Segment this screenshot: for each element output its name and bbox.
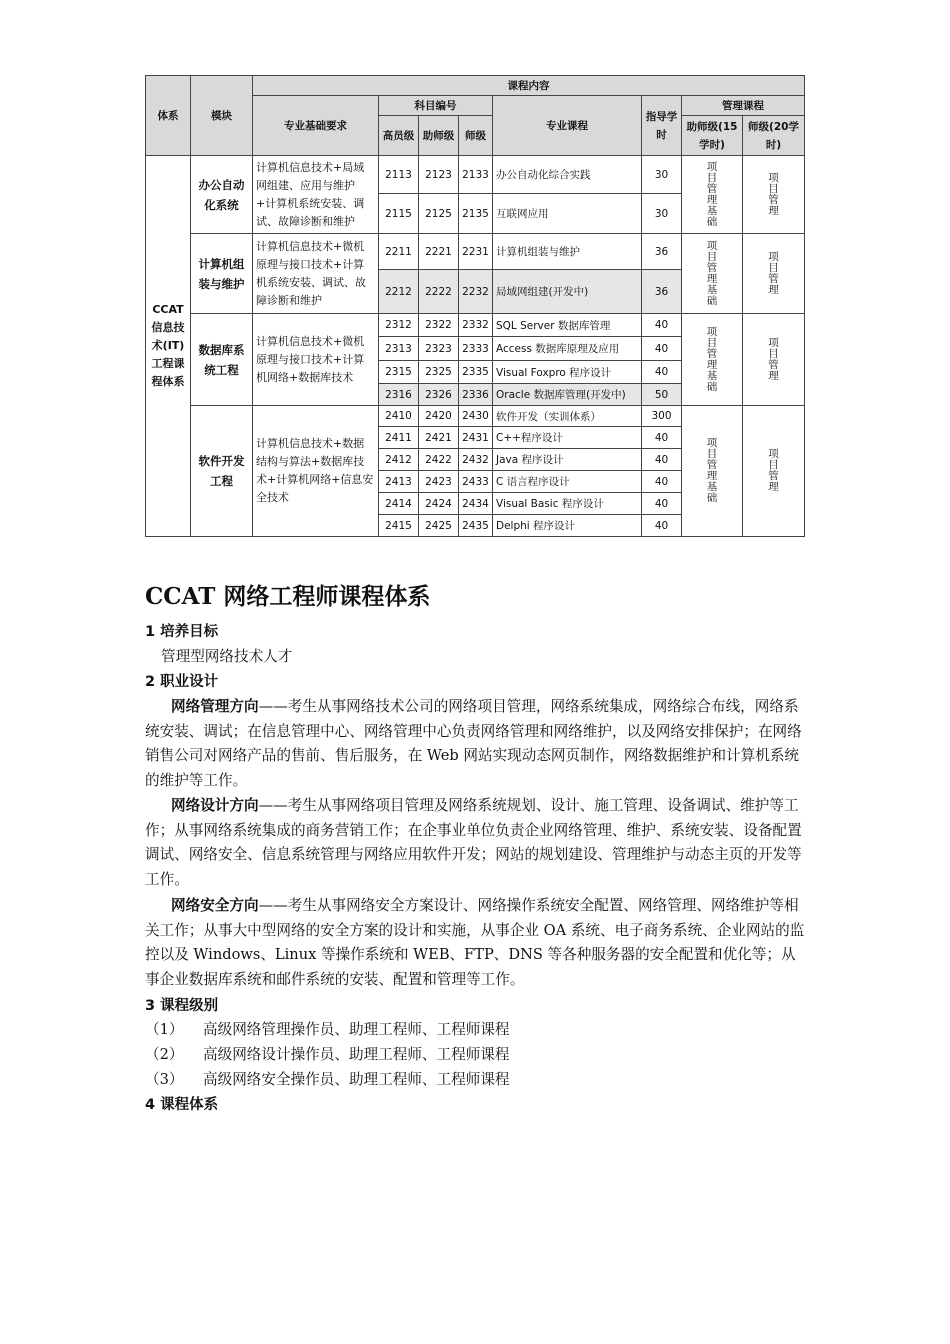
mgmt-assistant-course: 项目管理基础 bbox=[682, 156, 743, 234]
code-senior: 2415 bbox=[379, 515, 419, 537]
code-assistant: 2222 bbox=[419, 270, 459, 314]
code-senior: 2115 bbox=[379, 194, 419, 234]
code-engineer: 2432 bbox=[459, 449, 493, 471]
code-senior: 2414 bbox=[379, 493, 419, 515]
list-item: （1） 高级网络管理操作员、助理工程师、工程师课程 bbox=[145, 1021, 510, 1038]
code-engineer: 2431 bbox=[459, 427, 493, 449]
code-senior: 2315 bbox=[379, 361, 419, 384]
direction-text: ——考生从事网络项目管理及网络系统规划、设计、施工管理、设备调试、维护等工作；从事网络系统集成的商务营销工作；在企事业单位负责企业网络管理、维护、系统安装、设备配置调试、网络安全、信息系统管理与网络应用软件开发；网站的规划建设、管理维护与动态主页的开发等工作。 bbox=[145, 797, 802, 888]
header-module: 模块 bbox=[191, 76, 253, 156]
header-mgmt: 管理课程 bbox=[682, 96, 805, 116]
code-assistant: 2323 bbox=[419, 337, 459, 361]
header-assistant: 助师级 bbox=[419, 116, 459, 156]
course-hours: 30 bbox=[642, 156, 682, 194]
section-heading: 2 职业设计 bbox=[145, 674, 219, 690]
module-requirement: 计算机信息技术+微机原理与接口技术+计算机网络+数据库技术 bbox=[253, 314, 379, 406]
course-hours: 36 bbox=[642, 234, 682, 270]
header-senior: 高员级 bbox=[379, 116, 419, 156]
mgmt-engineer-course: 项目管理 bbox=[743, 406, 805, 537]
header-content: 课程内容 bbox=[253, 76, 805, 96]
module-requirement: 计算机信息技术+数据结构与算法+数据库技术+计算机网络+信息安全技术 bbox=[253, 406, 379, 537]
course-name: 办公自动化综合实践 bbox=[493, 156, 642, 194]
code-senior: 2212 bbox=[379, 270, 419, 314]
course-name: Visual Foxpro 程序设计 bbox=[493, 361, 642, 384]
code-senior: 2211 bbox=[379, 234, 419, 270]
header-base-req: 专业基础要求 bbox=[253, 96, 379, 156]
direction-management bbox=[145, 695, 807, 793]
direction-title: 网络安全方向 bbox=[171, 897, 259, 914]
code-engineer: 2433 bbox=[459, 471, 493, 493]
code-assistant: 2325 bbox=[419, 361, 459, 384]
code-assistant: 2322 bbox=[419, 314, 459, 337]
course-hours: 40 bbox=[642, 314, 682, 337]
header-mgmt-engineer: 师级(20学时) bbox=[743, 116, 805, 156]
mgmt-assistant-course: 项目管理基础 bbox=[682, 234, 743, 314]
mgmt-assistant-course: 项目管理基础 bbox=[682, 406, 743, 537]
document-title: CCAT 网络工程师课程体系 bbox=[145, 583, 431, 610]
course-hours: 40 bbox=[642, 361, 682, 384]
code-assistant: 2421 bbox=[419, 427, 459, 449]
code-senior: 2113 bbox=[379, 156, 419, 194]
direction-design bbox=[145, 794, 807, 892]
module-name: 软件开发工程 bbox=[191, 406, 253, 537]
course-hours: 40 bbox=[642, 449, 682, 471]
system-name: CCAT信息技术(IT)工程课程体系 bbox=[146, 156, 191, 537]
section-heading: 4 课程体系 bbox=[145, 1097, 219, 1113]
header-subject-code: 科目编号 bbox=[379, 96, 493, 116]
course-hours: 36 bbox=[642, 270, 682, 314]
course-name: 局域网组建(开发中) bbox=[493, 270, 642, 314]
course-hours: 30 bbox=[642, 194, 682, 234]
mgmt-engineer-course: 项目管理 bbox=[743, 234, 805, 314]
mgmt-assistant-course: 项目管理基础 bbox=[682, 314, 743, 406]
direction-text: ——考生从事网络安全方案设计、网络操作系统安全配置、网络管理、网络维护等相关工作；从事大中型网络的安全方案的设计和实施，从事企业 OA 系统、电子商务系统、企业网站的监控以及 Windows、Linux 等操作系统和 WEB、FTP、DNS 等各种服务器的安全配置和优化等；从事企业数据库系统和邮件系统的安装、配置和管理等工作。 bbox=[145, 897, 805, 988]
code-assistant: 2123 bbox=[419, 156, 459, 194]
header-engineer: 师级 bbox=[459, 116, 493, 156]
direction-text: ——考生从事网络技术公司的网络项目管理，网络系统集成，网络综合布线，网络系统安装、调试；在信息管理中心、网络管理中心负责网络管理和网络维护，以及网络安排保护；在网络销售公司对网络产品的售前、售后服务，在 Web 网站实现动态网页制作，网络数据维护和计算机系统的维护等工作。 bbox=[145, 698, 802, 789]
direction-title: 网络管理方向 bbox=[171, 698, 259, 715]
course-hours: 40 bbox=[642, 493, 682, 515]
course-name: Java 程序设计 bbox=[493, 449, 642, 471]
direction-title: 网络设计方向 bbox=[171, 797, 259, 814]
code-engineer: 2430 bbox=[459, 406, 493, 427]
code-assistant: 2420 bbox=[419, 406, 459, 427]
code-engineer: 2332 bbox=[459, 314, 493, 337]
course-hours: 50 bbox=[642, 384, 682, 406]
mgmt-engineer-course: 项目管理 bbox=[743, 156, 805, 234]
header-mgmt-assistant: 助师级(15学时) bbox=[682, 116, 743, 156]
code-engineer: 2435 bbox=[459, 515, 493, 537]
course-hours: 40 bbox=[642, 427, 682, 449]
code-senior: 2412 bbox=[379, 449, 419, 471]
code-assistant: 2326 bbox=[419, 384, 459, 406]
module-requirement: 计算机信息技术+微机原理与接口技术+计算机系统安装、调试、故障诊断和维护 bbox=[253, 234, 379, 314]
code-senior: 2411 bbox=[379, 427, 419, 449]
course-name: Oracle 数据库管理(开发中) bbox=[493, 384, 642, 406]
course-table bbox=[145, 75, 805, 537]
list-item: （2） 高级网络设计操作员、助理工程师、工程师课程 bbox=[145, 1046, 510, 1063]
code-senior: 2312 bbox=[379, 314, 419, 337]
code-senior: 2316 bbox=[379, 384, 419, 406]
course-name: SQL Server 数据库管理 bbox=[493, 314, 642, 337]
course-hours: 40 bbox=[642, 515, 682, 537]
course-name: Access 数据库原理及应用 bbox=[493, 337, 642, 361]
code-senior: 2313 bbox=[379, 337, 419, 361]
code-engineer: 2336 bbox=[459, 384, 493, 406]
course-name: 软件开发（实训体系） bbox=[493, 406, 642, 427]
module-requirement: 计算机信息技术+局域网组建、应用与维护+计算机系统安装、调试、故障诊断和维护 bbox=[253, 156, 379, 234]
header-course: 专业课程 bbox=[493, 96, 642, 156]
code-engineer: 2133 bbox=[459, 156, 493, 194]
course-name: C 语言程序设计 bbox=[493, 471, 642, 493]
code-assistant: 2422 bbox=[419, 449, 459, 471]
course-name: 计算机组装与维护 bbox=[493, 234, 642, 270]
code-engineer: 2135 bbox=[459, 194, 493, 234]
module-name: 数据库系统工程 bbox=[191, 314, 253, 406]
goal-text: 管理型网络技术人才 bbox=[161, 648, 293, 665]
mgmt-engineer-course: 项目管理 bbox=[743, 314, 805, 406]
code-engineer: 2231 bbox=[459, 234, 493, 270]
code-assistant: 2423 bbox=[419, 471, 459, 493]
header-system: 体系 bbox=[146, 76, 191, 156]
module-name: 办公自动化系统 bbox=[191, 156, 253, 234]
course-hours: 40 bbox=[642, 471, 682, 493]
code-engineer: 2335 bbox=[459, 361, 493, 384]
code-engineer: 2232 bbox=[459, 270, 493, 314]
list-item: （3） 高级网络安全操作员、助理工程师、工程师课程 bbox=[145, 1071, 510, 1088]
code-assistant: 2424 bbox=[419, 493, 459, 515]
course-name: Visual Basic 程序设计 bbox=[493, 493, 642, 515]
code-senior: 2410 bbox=[379, 406, 419, 427]
code-assistant: 2125 bbox=[419, 194, 459, 234]
direction-security bbox=[145, 894, 807, 992]
course-name: 互联网应用 bbox=[493, 194, 642, 234]
code-engineer: 2333 bbox=[459, 337, 493, 361]
course-hours: 300 bbox=[642, 406, 682, 427]
section-heading: 1 培养目标 bbox=[145, 624, 219, 640]
course-hours: 40 bbox=[642, 337, 682, 361]
header-hours: 指导学时 bbox=[642, 96, 682, 156]
code-assistant: 2425 bbox=[419, 515, 459, 537]
module-name: 计算机组装与维护 bbox=[191, 234, 253, 314]
course-name: C++程序设计 bbox=[493, 427, 642, 449]
code-assistant: 2221 bbox=[419, 234, 459, 270]
code-senior: 2413 bbox=[379, 471, 419, 493]
section-heading: 3 课程级别 bbox=[145, 998, 219, 1014]
code-engineer: 2434 bbox=[459, 493, 493, 515]
course-name: Delphi 程序设计 bbox=[493, 515, 642, 537]
